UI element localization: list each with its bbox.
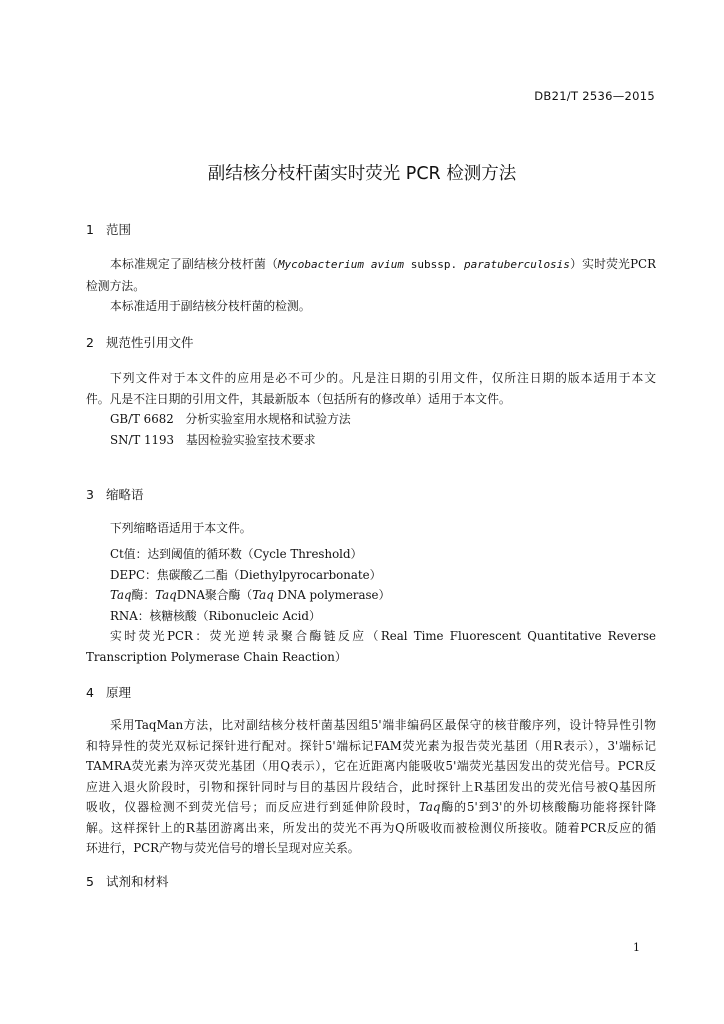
- abbreviation-depc: DEPC：焦碳酸乙二酯（Diethylpyrocarbonate）: [110, 567, 382, 582]
- text-run: 酶的5'到3'的外切核酸酶功能将探针降: [440, 800, 656, 814]
- paragraph-line: 件。凡是不注日期的引用文件，其最新版本（包括所有的修改单）适用于本文件。: [86, 391, 511, 406]
- paragraph-line: [86, 797, 656, 818]
- abbreviation-rt-pcr: 实时荧光PCR：荧光逆转录聚合酶链反应（Real Time Fluorescent Quantitative Reverse: [110, 629, 656, 643]
- paragraph-line: 下列文件对于本文件的应用是必不可少的。凡是注日期的引用文件，仅所注日期的版本适用于本文: [110, 371, 656, 385]
- paragraph-line: Transcription Polymerase Chain Reaction）: [86, 649, 347, 664]
- section-number: 2: [86, 335, 94, 350]
- text-run: 酶：: [131, 588, 156, 602]
- document-title: 副结核分枝杆菌实时荧光 PCR 检测方法: [207, 164, 517, 184]
- text-run: Taq: [252, 588, 274, 602]
- paragraph-line: TAMRA荧光素为淬灭荧光基团（用Q表示），它在近距离内能吸收5'端荧光基因发出的荧光信号。PCR反: [86, 759, 656, 773]
- paragraph-line: 和特异性的荧光双标记探针进行配对。探针5'端标记FAM荧光素为报告荧光基团（用R表示），3'端标记: [86, 738, 656, 753]
- section-title: 原理: [106, 685, 132, 700]
- abbreviation-rna: RNA：核糖核酸（Ribonucleic Acid）: [110, 608, 321, 623]
- section-4-body: [86, 715, 656, 859]
- section-1-body: [86, 254, 656, 317]
- species-name: paratuberculosis: [463, 258, 570, 271]
- paragraph-line: [86, 254, 656, 276]
- abbreviation-taq: [86, 585, 656, 606]
- section-2-body: [86, 368, 656, 450]
- section-4-heading: [86, 683, 131, 701]
- page-number: 1: [633, 941, 640, 954]
- text-run: Taq: [155, 588, 177, 602]
- text-run: 吸收，仪器检测不到荧光信号；而反应进行到延伸阶段时，: [86, 800, 419, 814]
- paragraph-line: 环进行，PCR产物与荧光信号的增长呈现对应关系。: [86, 841, 360, 855]
- section-number: 3: [86, 487, 94, 502]
- species-name: Mycobacterium avium: [277, 258, 404, 271]
- paragraph-line: 下列缩略语适用于本文件。: [110, 521, 252, 535]
- text-run: Taq: [110, 588, 132, 602]
- abbreviation-ct: Ct值：达到阈值的循环数（Cycle Threshold）: [110, 547, 363, 561]
- section-title: 缩略语: [106, 487, 144, 502]
- text-run: ）实时荧光PCR: [569, 257, 656, 271]
- section-title: 范围: [106, 222, 132, 237]
- paragraph-line: 解。这样探针上的R基团游离出来，所发出的荧光不再为Q所吸收而被检测仪所接收。随着PCR反应的循: [86, 820, 656, 835]
- paragraph-line: 采用TaqMan方法，比对副结核分枝杆菌基因组5'端非编码区最保守的核苷酸序列，设计特异性引物: [110, 718, 656, 732]
- section-number: 5: [86, 874, 94, 889]
- text-run: Taq: [418, 800, 441, 814]
- abbreviation-list: [86, 544, 656, 667]
- text-run: DNA聚合酶（: [176, 588, 253, 602]
- paragraph-line: 本标准适用于副结核分枝杆菌的检测。: [110, 299, 311, 313]
- section-2-heading: [86, 333, 194, 351]
- section-5-heading: [86, 872, 169, 890]
- section-number: 4: [86, 685, 94, 700]
- section-title: 试剂和材料: [106, 874, 169, 889]
- text-run: 本标准规定了副结核分枝杆菌（: [110, 257, 278, 271]
- section-number: 1: [86, 222, 94, 237]
- paragraph-line: 应进入退火阶段时，引物和探针同时与目的基因片段结合，此时探针上R基团发出的荧光信号被Q基因所: [86, 779, 656, 794]
- section-3-heading: [86, 485, 144, 503]
- text-run: subssp.: [403, 258, 464, 271]
- standard-code: DB21/T 2536—2015: [534, 89, 655, 103]
- section-title: 规范性引用文件: [106, 335, 194, 350]
- paragraph-line: 检测方法。: [86, 278, 145, 293]
- section-1-heading: [86, 220, 131, 238]
- section-3-body: [86, 518, 656, 539]
- text-run: DNA polymerase）: [273, 588, 391, 602]
- normative-reference: GB/T 6682 分析实验室用水规格和试验方法: [110, 412, 351, 426]
- normative-reference: SN/T 1193 基因检验实验室技术要求: [110, 432, 316, 447]
